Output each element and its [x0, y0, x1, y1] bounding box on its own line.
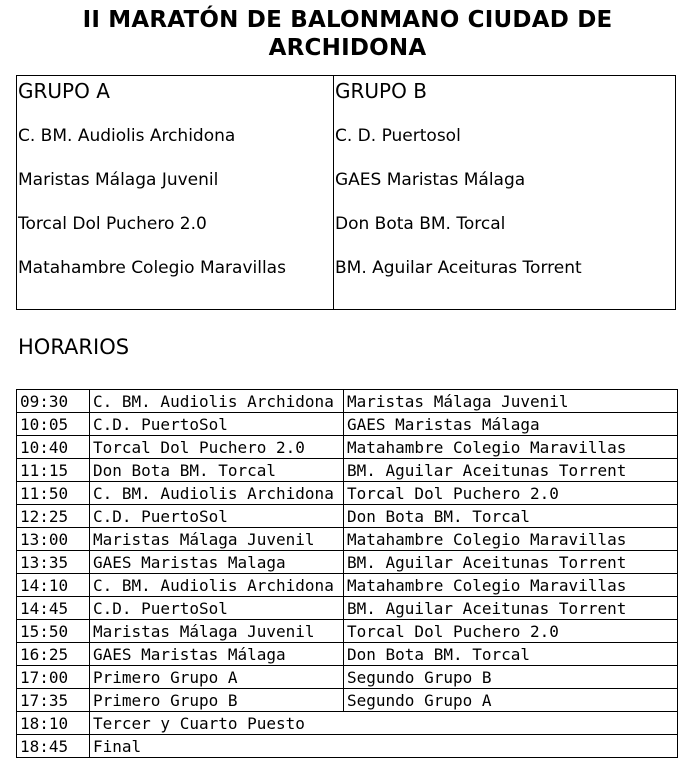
- match-away-team: BM. Aguilar Aceitunas Torrent: [344, 459, 678, 482]
- match-description: Final: [90, 735, 678, 758]
- schedule-row: [17, 597, 678, 620]
- schedule-table: [16, 389, 678, 758]
- schedule-row: [17, 735, 678, 758]
- match-time: 18:45: [17, 735, 90, 758]
- match-away-team: Segundo Grupo A: [344, 689, 678, 712]
- match-home-team: Maristas Málaga Juvenil: [90, 528, 344, 551]
- document-title: [0, 6, 695, 62]
- match-time: 09:30: [17, 390, 90, 413]
- match-home-team: Primero Grupo B: [90, 689, 344, 712]
- groups-table: [16, 75, 676, 310]
- schedule-body: [17, 390, 678, 758]
- schedule-row: [17, 574, 678, 597]
- match-time: 12:25: [17, 505, 90, 528]
- group-a-team: Matahambre Colegio Maravillas: [18, 258, 286, 278]
- schedule-row: [17, 390, 678, 413]
- schedule-row: [17, 689, 678, 712]
- schedule-row: [17, 436, 678, 459]
- schedule-row: [17, 482, 678, 505]
- schedule-heading: HORARIOS: [18, 335, 130, 359]
- match-away-team: Matahambre Colegio Maravillas: [344, 436, 678, 459]
- match-away-team: Matahambre Colegio Maravillas: [344, 574, 678, 597]
- match-home-team: C. BM. Audiolis Archidona: [90, 574, 344, 597]
- match-home-team: C. BM. Audiolis Archidona: [90, 390, 344, 413]
- group-a-team: Torcal Dol Puchero 2.0: [18, 214, 207, 234]
- match-time: 17:00: [17, 666, 90, 689]
- match-away-team: Segundo Grupo B: [344, 666, 678, 689]
- match-home-team: C.D. PuertoSol: [90, 413, 344, 436]
- match-time: 10:05: [17, 413, 90, 436]
- schedule-row: [17, 712, 678, 735]
- match-time: 13:00: [17, 528, 90, 551]
- match-away-team: BM. Aguilar Aceitunas Torrent: [344, 597, 678, 620]
- group-a-team: C. BM. Audiolis Archidona: [18, 126, 236, 146]
- group-b-title: GRUPO B: [335, 79, 427, 103]
- group-b-team: C. D. Puertosol: [335, 126, 461, 146]
- schedule-row: [17, 505, 678, 528]
- match-away-team: Maristas Málaga Juvenil: [344, 390, 678, 413]
- match-away-team: Torcal Dol Puchero 2.0: [344, 620, 678, 643]
- match-time: 16:25: [17, 643, 90, 666]
- match-time: 14:45: [17, 597, 90, 620]
- match-description: Tercer y Cuarto Puesto: [90, 712, 678, 735]
- schedule-row: [17, 643, 678, 666]
- match-time: 18:10: [17, 712, 90, 735]
- match-home-team: Don Bota BM. Torcal: [90, 459, 344, 482]
- title-line-1: II MARATÓN DE BALONMANO CIUDAD DE: [82, 7, 613, 33]
- match-home-team: C.D. PuertoSol: [90, 505, 344, 528]
- group-b-team: GAES Maristas Málaga: [335, 170, 526, 190]
- match-home-team: C. BM. Audiolis Archidona: [90, 482, 344, 505]
- schedule-row: [17, 666, 678, 689]
- match-time: 11:15: [17, 459, 90, 482]
- schedule-row: [17, 551, 678, 574]
- match-time: 10:40: [17, 436, 90, 459]
- schedule-row: [17, 620, 678, 643]
- group-a-team: Maristas Málaga Juvenil: [18, 170, 219, 190]
- schedule-row: [17, 459, 678, 482]
- match-away-team: Torcal Dol Puchero 2.0: [344, 482, 678, 505]
- match-home-team: C.D. PuertoSol: [90, 597, 344, 620]
- match-away-team: Don Bota BM. Torcal: [344, 505, 678, 528]
- match-time: 14:10: [17, 574, 90, 597]
- group-b-team: BM. Aguilar Aceituras Torrent: [335, 258, 582, 278]
- match-time: 11:50: [17, 482, 90, 505]
- group-b-team: Don Bota BM. Torcal: [335, 214, 506, 234]
- match-home-team: GAES Maristas Málaga: [90, 643, 344, 666]
- match-time: 17:35: [17, 689, 90, 712]
- schedule-row: [17, 528, 678, 551]
- schedule-row: [17, 413, 678, 436]
- match-home-team: Maristas Málaga Juvenil: [90, 620, 344, 643]
- groups-divider: [333, 76, 334, 309]
- match-away-team: Don Bota BM. Torcal: [344, 643, 678, 666]
- match-away-team: BM. Aguilar Aceitunas Torrent: [344, 551, 678, 574]
- match-time: 15:50: [17, 620, 90, 643]
- match-away-team: GAES Maristas Málaga: [344, 413, 678, 436]
- match-home-team: Primero Grupo A: [90, 666, 344, 689]
- match-home-team: Torcal Dol Puchero 2.0: [90, 436, 344, 459]
- match-time: 13:35: [17, 551, 90, 574]
- group-a-title: GRUPO A: [18, 79, 110, 103]
- match-home-team: GAES Maristas Malaga: [90, 551, 344, 574]
- match-away-team: Matahambre Colegio Maravillas: [344, 528, 678, 551]
- title-line-2: ARCHIDONA: [268, 35, 427, 61]
